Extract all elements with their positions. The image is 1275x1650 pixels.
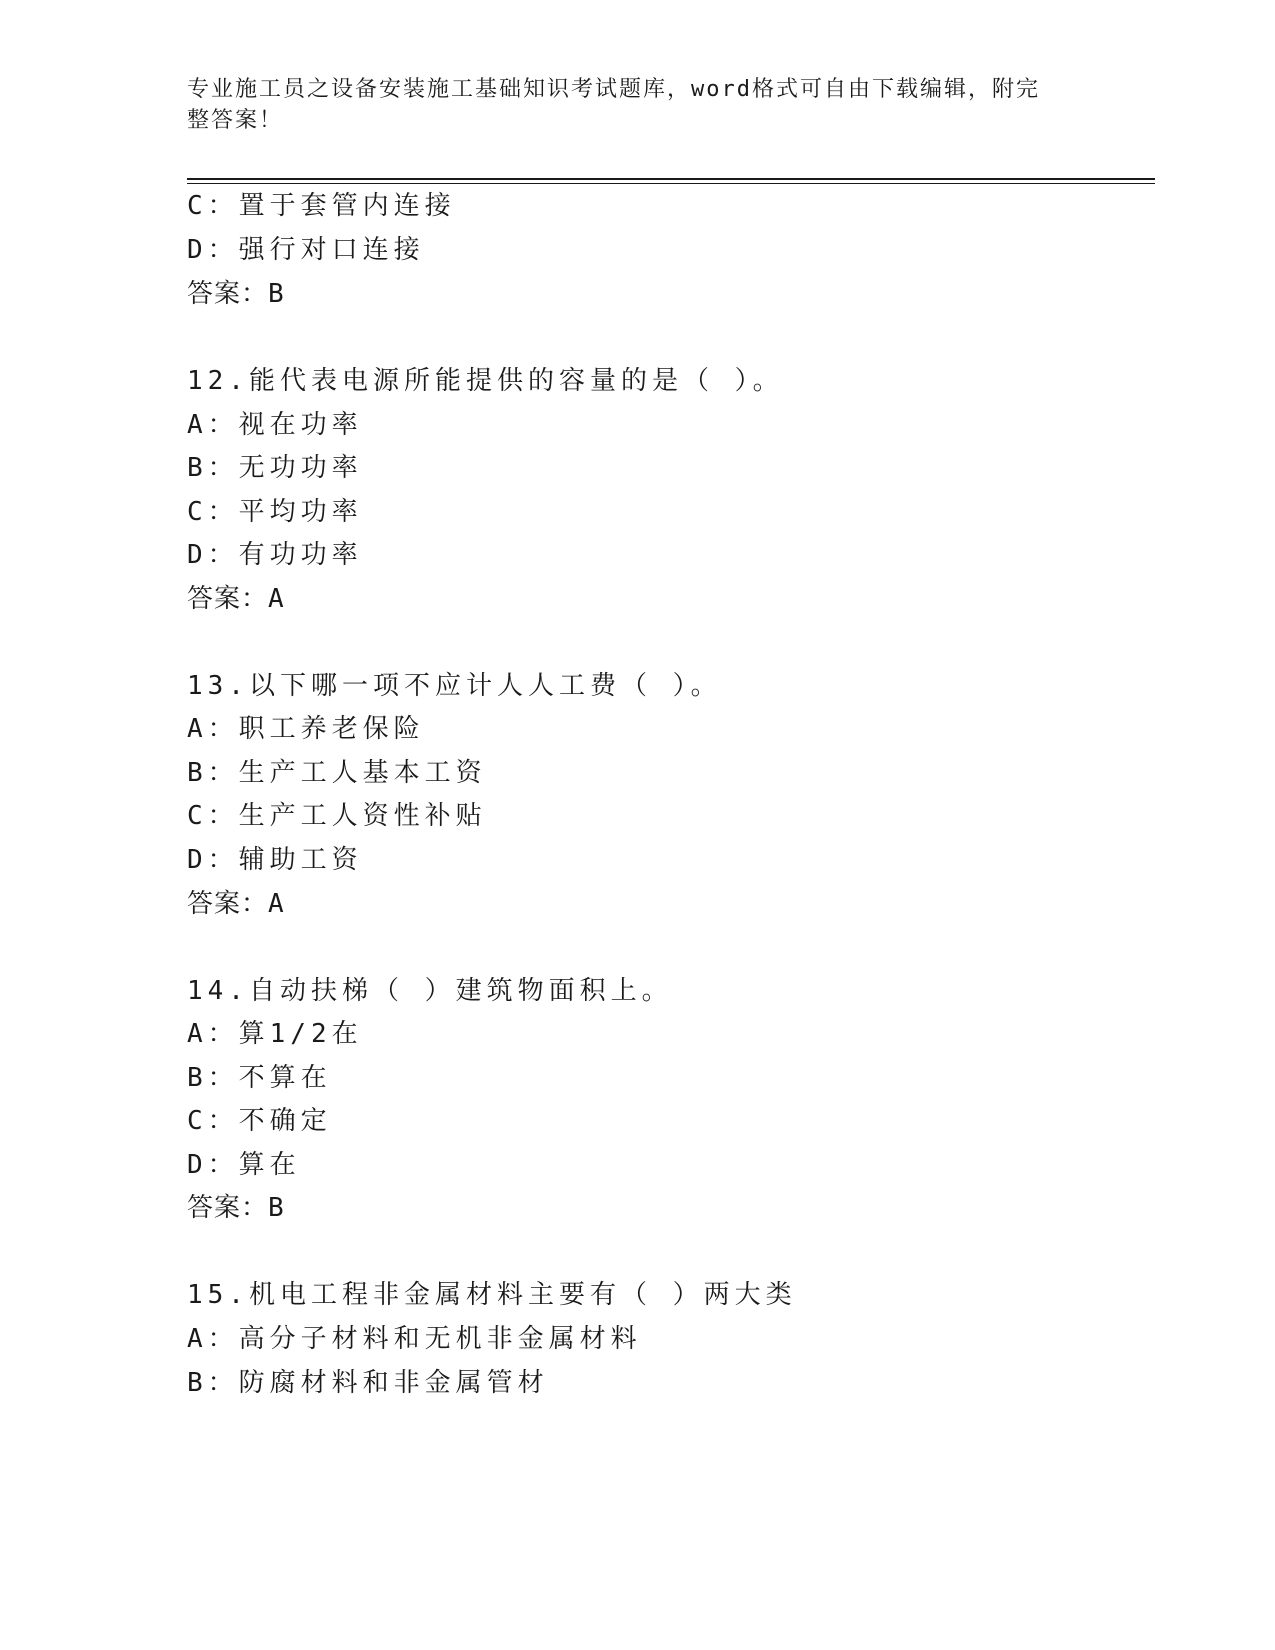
q14-answer: 答案：B [187,1193,285,1223]
q13-option-c: C：生产工人资性补贴 [187,801,487,831]
header-title-line-2: 整答案！ [187,108,284,133]
q14-question: 14.自动扶梯（ ）建筑物面积上。 [187,976,673,1006]
q13-option-b: B：生产工人基本工资 [187,758,487,788]
q12-option-d: D：有功功率 [187,540,363,570]
q15-option-b: B：防腐材料和非金属管材 [187,1368,549,1398]
q12-question: 12.能代表电源所能提供的容量的是（ ）。 [187,366,784,396]
q13-option-a: A：职工养老保险 [187,714,425,744]
q12-option-b: B：无功功率 [187,453,363,483]
q15-option-a: A：高分子材料和无机非金属材料 [187,1324,642,1354]
q14-option-c: C：不确定 [187,1106,332,1136]
q14-option-a: A：算1/2在 [187,1019,363,1049]
q13-question: 13.以下哪一项不应计人人工费（ ）。 [187,671,722,701]
q13-option-d: D：辅助工资 [187,845,363,875]
header-divider-thin [187,183,1155,184]
q15-question: 15.机电工程非金属材料主要有（ ）两大类 [187,1280,797,1310]
header-divider-thick [187,178,1155,180]
q14-option-b: B：不算在 [187,1063,332,1093]
q13-answer: 答案：A [187,889,285,919]
q12-answer: 答案：A [187,584,285,614]
q11-answer: 答案：B [187,279,285,309]
q14-option-d: D：算在 [187,1150,301,1180]
document-header [187,74,1067,136]
q12-option-c: C：平均功率 [187,497,363,527]
q12-option-a: A：视在功率 [187,410,363,440]
header-title-line-1: 专业施工员之设备安装施工基础知识考试题库，word格式可自由下载编辑，附完 [187,77,1040,102]
q11-option-c: C：置于套管内连接 [187,191,456,221]
q11-option-d: D：强行对口连接 [187,235,425,265]
